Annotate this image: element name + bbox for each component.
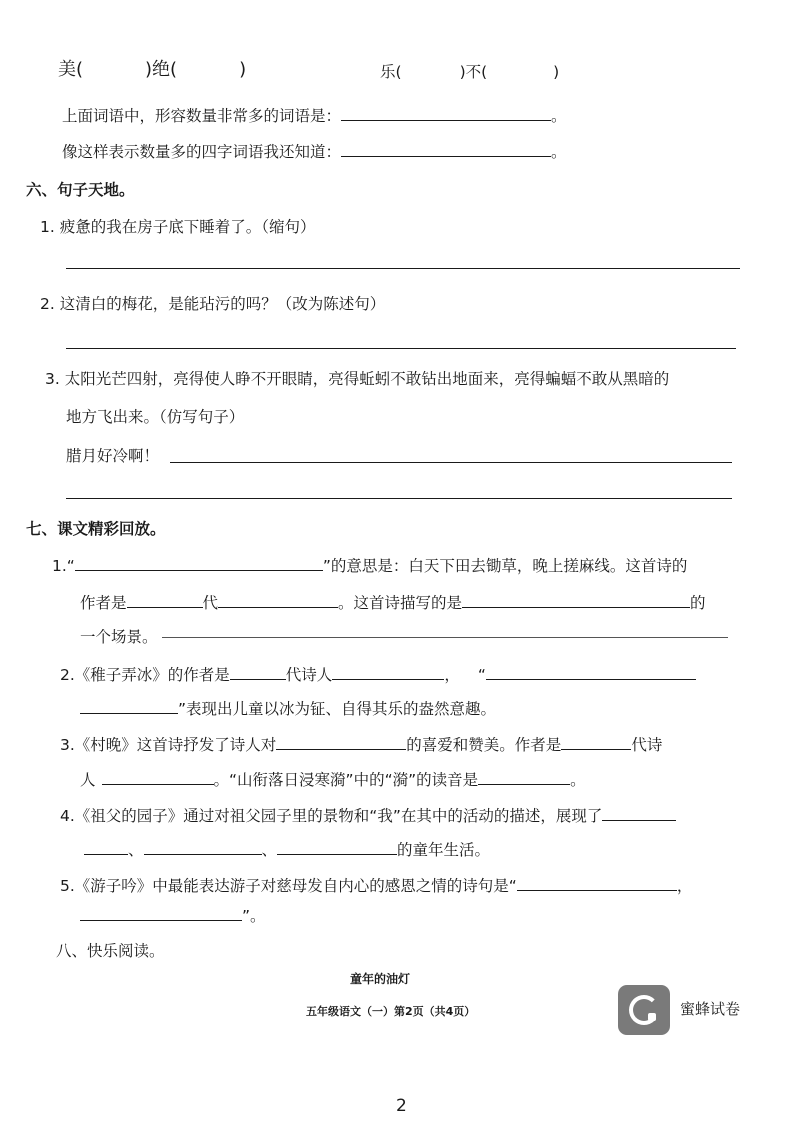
sec6-q3-answer-line-2[interactable] bbox=[66, 498, 732, 499]
question-text: 作者是 bbox=[80, 594, 127, 612]
question-describe-many bbox=[62, 104, 567, 126]
answer-blank[interactable] bbox=[218, 591, 338, 608]
open-quote: “ bbox=[508, 877, 517, 895]
answer-blank[interactable] bbox=[341, 104, 551, 121]
pair-mei-label: 美( bbox=[58, 59, 84, 80]
question-text: 代诗 bbox=[631, 736, 663, 754]
sec6-q3-line2: 地方飞出来。（仿写句子） bbox=[66, 408, 245, 426]
open-quote: “ bbox=[66, 557, 75, 575]
answer-blank[interactable] bbox=[84, 838, 128, 855]
question-number: 1. bbox=[52, 557, 67, 575]
page-number: 2 bbox=[396, 1096, 407, 1116]
answer-blank[interactable] bbox=[332, 663, 444, 680]
question-text: 人 bbox=[80, 771, 96, 789]
answer-blank[interactable] bbox=[102, 768, 214, 785]
pair-le bbox=[380, 62, 559, 82]
sec7-q2-line1 bbox=[60, 663, 696, 685]
period: 。 bbox=[250, 907, 266, 925]
answer-blank[interactable] bbox=[75, 554, 323, 571]
sec7-q1-line2 bbox=[80, 591, 706, 613]
question-text: ”的意思是：白天下田去锄草，晚上搓麻线。这首诗的 bbox=[322, 557, 688, 575]
pair-jue-label: )绝( bbox=[145, 59, 178, 80]
sec6-q2-answer-line[interactable] bbox=[66, 348, 736, 349]
period: 。 bbox=[551, 107, 567, 125]
sec6-q3-prompt: 腊月好冷啊！ bbox=[66, 447, 160, 465]
pair-close-1: ) bbox=[239, 59, 247, 80]
pair-mei bbox=[58, 60, 246, 80]
answer-blank[interactable] bbox=[486, 663, 696, 680]
answer-blank[interactable] bbox=[277, 838, 397, 855]
question-know-more bbox=[62, 140, 567, 162]
pair-bu-label: )不( bbox=[459, 63, 488, 81]
answer-blank[interactable] bbox=[80, 697, 178, 714]
sec6-q3-answer-line-1[interactable] bbox=[170, 462, 732, 463]
period: 。 bbox=[570, 771, 586, 789]
sec6-q1-answer-line[interactable] bbox=[66, 268, 740, 269]
question-text: 。这首诗描写的是 bbox=[338, 594, 463, 612]
answer-blank[interactable] bbox=[462, 591, 690, 608]
close-quote: ” bbox=[242, 907, 251, 925]
answer-blank[interactable] bbox=[144, 838, 262, 855]
sec6-q2: 2. 这清白的梅花，是能玷污的吗？（改为陈述句） bbox=[40, 295, 386, 313]
sec7-q1-line3 bbox=[80, 627, 158, 647]
separator: 、 bbox=[128, 841, 144, 859]
question-text: 一个场景。 bbox=[80, 628, 158, 646]
question-text: 代诗人 bbox=[285, 666, 333, 684]
question-text: 的喜爱和赞美。作者是 bbox=[406, 736, 562, 754]
sec7-q2-line2 bbox=[80, 697, 496, 719]
brand-name: 蜜蜂试卷 bbox=[680, 1000, 741, 1018]
brand-logo bbox=[618, 985, 670, 1035]
answer-blank[interactable] bbox=[80, 904, 242, 921]
question-text: 的童年生活。 bbox=[397, 841, 491, 859]
question-text: 的 bbox=[690, 594, 706, 612]
question-text: 上面词语中，形容数量非常多的词语是： bbox=[62, 107, 342, 125]
section-8-title: 八、快乐阅读。 bbox=[56, 942, 165, 960]
question-text: 4.《祖父的园子》通过对祖父园子里的景物和“我”在其中的活动的描述，展现了 bbox=[60, 807, 603, 825]
answer-blank[interactable] bbox=[478, 768, 570, 785]
page-info: 五年级语文（一）第2页（共4页） bbox=[306, 1005, 476, 1018]
section-6-title: 六、句子天地。 bbox=[26, 181, 135, 199]
comma: ， bbox=[444, 666, 460, 684]
sec6-q1: 1. 疲惫的我在房子底下睡着了。（缩句） bbox=[40, 218, 316, 236]
question-text: 5.《游子吟》中最能表达游子对慈母发自内心的感恩之情的诗句是 bbox=[60, 877, 509, 895]
section-7-title: 七、课文精彩回放。 bbox=[26, 520, 166, 538]
question-text: 3.《村晚》这首诗抒发了诗人对 bbox=[60, 736, 277, 754]
answer-blank[interactable] bbox=[561, 733, 631, 750]
sec7-q5-line2 bbox=[80, 904, 266, 926]
period: 。 bbox=[551, 143, 567, 161]
answer-blank[interactable] bbox=[276, 733, 406, 750]
separator: 、 bbox=[261, 841, 278, 859]
question-text: 2.《稚子弄冰》的作者是 bbox=[60, 666, 230, 684]
sec7-q4-line1 bbox=[60, 804, 676, 826]
answer-blank[interactable] bbox=[341, 140, 551, 157]
sec7-q5-line1 bbox=[60, 874, 692, 896]
answer-blank[interactable] bbox=[230, 663, 286, 680]
question-text: 像这样表示数量多的四字词语我还知道： bbox=[62, 143, 342, 161]
answer-blank[interactable] bbox=[602, 804, 676, 821]
open-quote: “ bbox=[477, 666, 486, 684]
question-text: 代 bbox=[202, 594, 219, 612]
pair-le-label: 乐( bbox=[380, 63, 402, 81]
sec6-q3-line1: 3. 太阳光芒四射，亮得使人睁不开眼睛，亮得蚯蚓不敢钻出地面来，亮得蝙蝠不敢从黑暗的 bbox=[45, 370, 670, 388]
comma: ， bbox=[676, 877, 693, 895]
faint-rule bbox=[162, 637, 728, 638]
logo-dot-icon bbox=[648, 1013, 656, 1021]
sec7-q3-line1 bbox=[60, 733, 662, 755]
sec7-q3-line2 bbox=[80, 768, 586, 790]
passage-title: 童年的油灯 bbox=[350, 972, 411, 986]
answer-blank[interactable] bbox=[127, 591, 203, 608]
question-text: 。“山衔落日浸寒漪”中的“漪”的读音是 bbox=[213, 771, 479, 789]
pair-close-2: ) bbox=[553, 63, 560, 81]
answer-blank[interactable] bbox=[517, 874, 677, 891]
question-text: ”表现出儿童以冰为钲、自得其乐的盎然意趣。 bbox=[178, 700, 497, 718]
sec7-q4-line2 bbox=[84, 838, 490, 860]
sec7-q1-line1 bbox=[52, 554, 687, 576]
